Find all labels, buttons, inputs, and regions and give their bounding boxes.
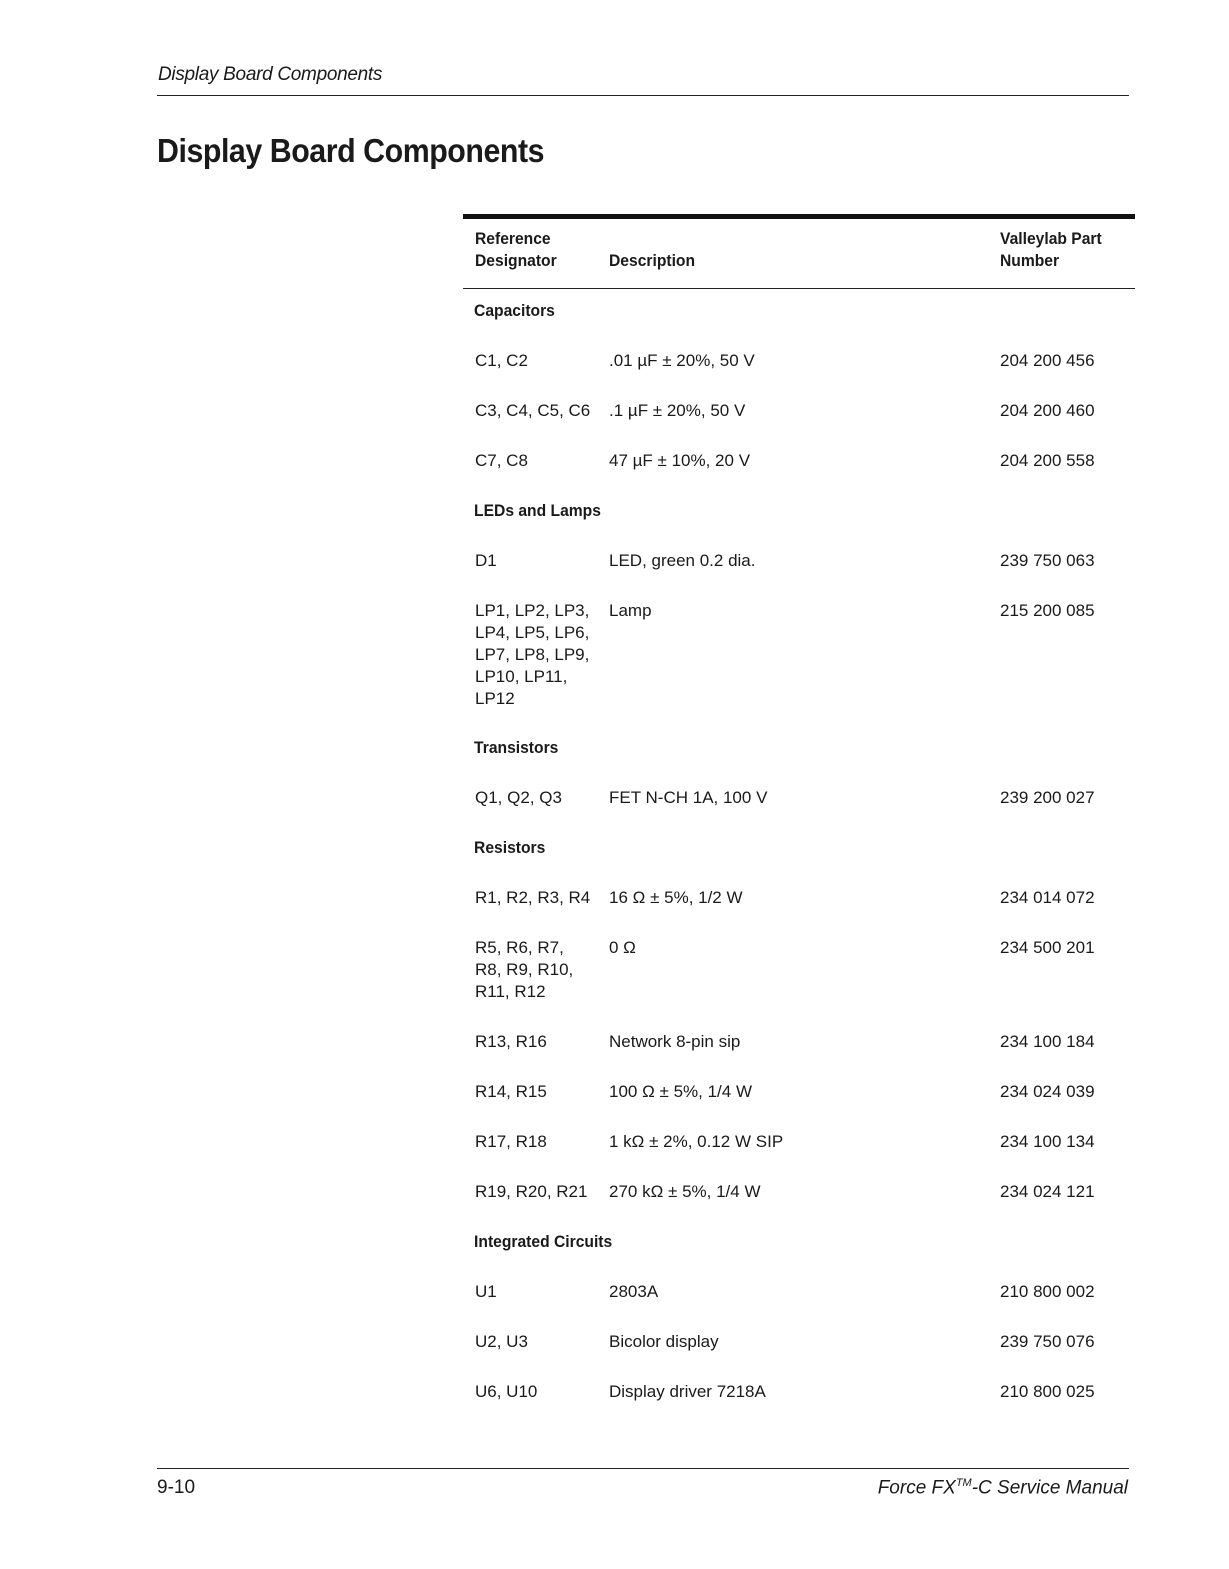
description: Network 8-pin sip bbox=[609, 1032, 741, 1051]
section-heading-resistors: Resistors bbox=[474, 838, 546, 857]
reference-designator: R13, R16 bbox=[475, 1032, 547, 1051]
column-header-reference-designator: Reference Designator bbox=[475, 229, 557, 270]
part-number: 204 200 460 bbox=[1000, 401, 1095, 420]
table-row bbox=[463, 1131, 1135, 1181]
manual-title bbox=[878, 1477, 1128, 1499]
section-heading-leds-and-lamps: LEDs and Lamps bbox=[474, 501, 601, 520]
table-row bbox=[463, 1031, 1135, 1081]
table-row bbox=[463, 600, 1135, 737]
footer-rule bbox=[157, 1468, 1129, 1469]
section-heading-capacitors: Capacitors bbox=[474, 301, 555, 320]
reference-designator: Q1, Q2, Q3 bbox=[475, 788, 562, 807]
header-rule bbox=[157, 95, 1129, 96]
reference-designator: C1, C2 bbox=[475, 351, 528, 370]
reference-designator: U1 bbox=[475, 1282, 497, 1301]
reference-designator: C7, C8 bbox=[475, 451, 528, 470]
trademark-superscript: TM bbox=[955, 1477, 972, 1489]
part-number: 210 800 025 bbox=[1000, 1382, 1095, 1401]
description: FET N-CH 1A, 100 V bbox=[609, 788, 768, 807]
part-number: 239 200 027 bbox=[1000, 788, 1095, 807]
reference-designator: D1 bbox=[475, 551, 497, 570]
part-number: 204 200 558 bbox=[1000, 451, 1095, 470]
table-row bbox=[463, 787, 1135, 837]
reference-designator: LP1, LP2, LP3, LP4, LP5, LP6, LP7, LP8, LP9, LP10, LP11, LP12 bbox=[475, 601, 590, 708]
reference-designator: U6, U10 bbox=[475, 1382, 538, 1401]
description: Bicolor display bbox=[609, 1332, 719, 1351]
table-row bbox=[463, 550, 1135, 600]
reference-designator: C3, C4, C5, C6 bbox=[475, 401, 591, 420]
column-header-description: Description bbox=[609, 251, 696, 270]
description: 270 kΩ ± 5%, 1/4 W bbox=[609, 1182, 761, 1201]
table-row bbox=[463, 1381, 1135, 1431]
description: 2803A bbox=[609, 1282, 659, 1301]
part-number: 234 014 072 bbox=[1000, 888, 1095, 907]
reference-designator: R5, R6, R7, R8, R9, R10, R11, R12 bbox=[475, 938, 574, 1001]
table-row bbox=[463, 450, 1135, 500]
part-number: 234 100 134 bbox=[1000, 1132, 1095, 1151]
part-number: 234 024 121 bbox=[1000, 1182, 1095, 1201]
reference-designator: U2, U3 bbox=[475, 1332, 528, 1351]
part-number: 215 200 085 bbox=[1000, 601, 1095, 620]
page-number: 9-10 bbox=[157, 1477, 196, 1498]
table-column-headers bbox=[463, 228, 1135, 289]
part-number: 234 100 184 bbox=[1000, 1032, 1095, 1051]
table-row bbox=[463, 1081, 1135, 1131]
table-row bbox=[463, 887, 1135, 937]
table-row bbox=[463, 1331, 1135, 1381]
parts-table-body bbox=[463, 300, 1135, 1431]
description: 16 Ω ± 5%, 1/2 W bbox=[609, 888, 743, 907]
column-header-part-number: Valleylab Part Number bbox=[1000, 229, 1102, 270]
description: .1 µF ± 20%, 50 V bbox=[609, 401, 746, 420]
reference-designator: R1, R2, R3, R4 bbox=[475, 888, 591, 907]
reference-designator: R19, R20, R21 bbox=[475, 1182, 588, 1201]
manual-title-prefix: Force FX bbox=[877, 1477, 956, 1499]
reference-designator: R17, R18 bbox=[475, 1132, 547, 1151]
table-row bbox=[463, 1281, 1135, 1331]
part-number: 210 800 002 bbox=[1000, 1282, 1095, 1301]
description: 47 µF ± 10%, 20 V bbox=[609, 451, 751, 470]
description: LED, green 0.2 dia. bbox=[609, 551, 756, 570]
description: Display driver 7218A bbox=[609, 1382, 766, 1401]
running-header: Display Board Components bbox=[158, 64, 383, 85]
section-heading-integrated-circuits: Integrated Circuits bbox=[474, 1232, 613, 1251]
description: Lamp bbox=[609, 601, 652, 620]
description: 1 kΩ ± 2%, 0.12 W SIP bbox=[609, 1132, 784, 1151]
page-title: Display Board Components bbox=[157, 132, 545, 169]
part-number: 204 200 456 bbox=[1000, 351, 1095, 370]
part-number: 239 750 076 bbox=[1000, 1332, 1095, 1351]
description: .01 µF ± 20%, 50 V bbox=[609, 351, 755, 370]
description: 100 Ω ± 5%, 1/4 W bbox=[609, 1082, 752, 1101]
part-number: 234 500 201 bbox=[1000, 938, 1095, 957]
table-row bbox=[463, 1181, 1135, 1231]
table-row bbox=[463, 400, 1135, 450]
table-top-rule bbox=[463, 214, 1135, 219]
table-row bbox=[463, 937, 1135, 1031]
manual-title-suffix: -C Service Manual bbox=[971, 1477, 1128, 1499]
table-row bbox=[463, 350, 1135, 400]
description: 0 Ω bbox=[609, 938, 636, 957]
part-number: 239 750 063 bbox=[1000, 551, 1095, 570]
section-heading-transistors: Transistors bbox=[474, 738, 559, 757]
reference-designator: R14, R15 bbox=[475, 1082, 547, 1101]
part-number: 234 024 039 bbox=[1000, 1082, 1095, 1101]
